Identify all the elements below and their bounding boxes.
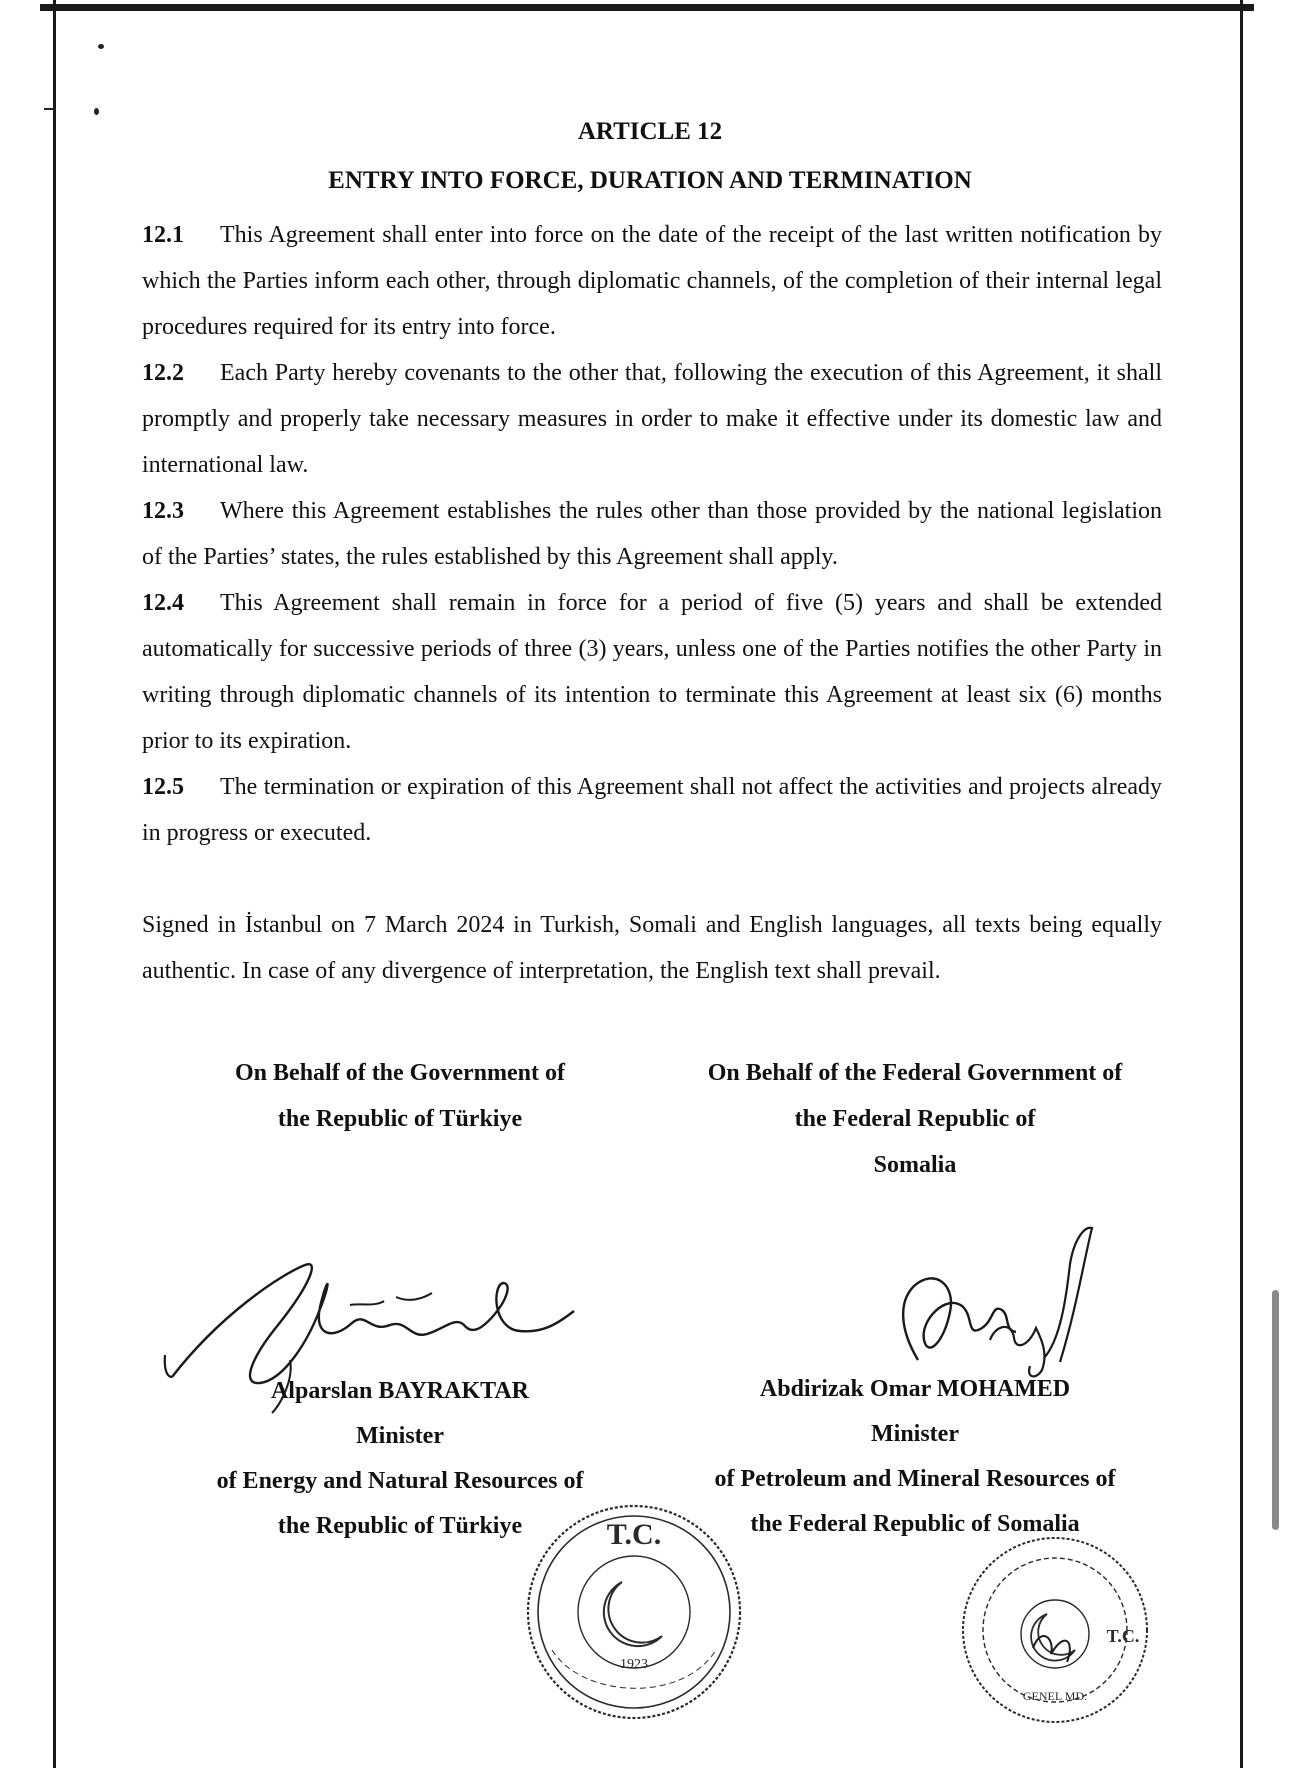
clause-number: 12.5: [142, 774, 184, 800]
clause-text: Each Party hereby covenants to the other that, following the execution of this Agreement, it shall promptly and properly take necessary measures in order to make it effective under its domestic law and international law.: [142, 360, 1162, 478]
left-signatory-role: Minister: [356, 1423, 444, 1449]
clause-text: This Agreement shall enter into force on the date of the receipt of the last written notification by which the Parties inform each other, through diplomatic channels, of the completion of their internal legal procedures required for its entry into force.: [142, 222, 1162, 340]
clause-number: 12.4: [142, 590, 184, 616]
scan-speck: [94, 108, 99, 115]
left-ministry-line2: the Republic of Türkiye: [277, 1513, 523, 1539]
clause-number: 12.3: [142, 498, 184, 524]
clause-number: 12.2: [142, 360, 184, 386]
clause-number: 12.1: [142, 222, 184, 248]
clause-text: Where this Agreement establishes the rules other than those provided by the national legislation of the Parties’ states, the rules established by this Agreement shall apply.: [142, 498, 1162, 570]
right-signatory-name: Abdirizak Omar MOHAMED: [759, 1376, 1071, 1402]
right-ministry-line1: of Petroleum and Mineral Resources of: [714, 1466, 1116, 1492]
article-title: ARTICLE 12: [577, 118, 723, 145]
svg-text:T.C.: T.C.: [1106, 1626, 1140, 1646]
signing-statement: Signed in İstanbul on 7 March 2024 in Turkish, Somali and English languages, all texts being equally authentic. In case of any divergence of interpretation, the English text shall prevail.: [142, 912, 1162, 984]
clause-text: The termination or expiration of this Agreement shall not affect the activities and projects already in progress or executed.: [142, 774, 1162, 846]
left-signatory-name: Alparslan BAYRAKTAR: [270, 1378, 530, 1404]
right-ministry-line2: the Federal Republic of Somalia: [750, 1511, 1080, 1537]
scan-speck: [98, 44, 104, 49]
right-behalf-block: [635, 1050, 1195, 1188]
scan-speck: [44, 108, 56, 110]
clause-text: This Agreement shall remain in force for a period of five (5) years and shall be extended automatically for successive periods of three (3) years, unless one of the Parties notifies the other Party in writing through diplomatic channels of its intention to terminate this Agreement at least six (6) months prior to its expiration.: [142, 590, 1162, 754]
page-left-rule: [53, 0, 56, 1768]
right-behalf-line3: Somalia: [873, 1152, 957, 1178]
right-signatory-role: Minister: [871, 1421, 959, 1447]
right-behalf-line2: the Federal Republic of: [794, 1106, 1036, 1132]
right-behalf-line1: On Behalf of the Federal Government of: [707, 1060, 1123, 1086]
scrollbar[interactable]: [1272, 1290, 1279, 1530]
clause-12-2: [142, 350, 1162, 488]
page-right-rule: [1240, 0, 1243, 1768]
page-top-border: [0, 0, 1290, 14]
left-behalf-line1: On Behalf of the Government of: [235, 1060, 565, 1086]
clause-12-1: [142, 212, 1162, 350]
right-signature: [870, 1220, 1100, 1385]
clause-12-4: [142, 580, 1162, 764]
clause-12-3: [142, 488, 1162, 580]
turkiye-seal-stamp: [522, 1500, 746, 1724]
left-ministry-line1: of Energy and Natural Resources of: [216, 1468, 584, 1494]
svg-text:GENEL MD.: GENEL MD.: [1022, 1689, 1088, 1703]
svg-text:1923: 1923: [620, 1657, 648, 1672]
article-subtitle: ENTRY INTO FORCE, DURATION AND TERMINATION: [328, 167, 972, 194]
left-behalf-line2: the Republic of Türkiye: [277, 1106, 523, 1132]
somalia-seal-stamp: [955, 1530, 1155, 1730]
clause-12-5: [142, 764, 1162, 856]
left-behalf-block: [120, 1050, 680, 1142]
svg-text:T.C.: T.C.: [606, 1518, 662, 1551]
